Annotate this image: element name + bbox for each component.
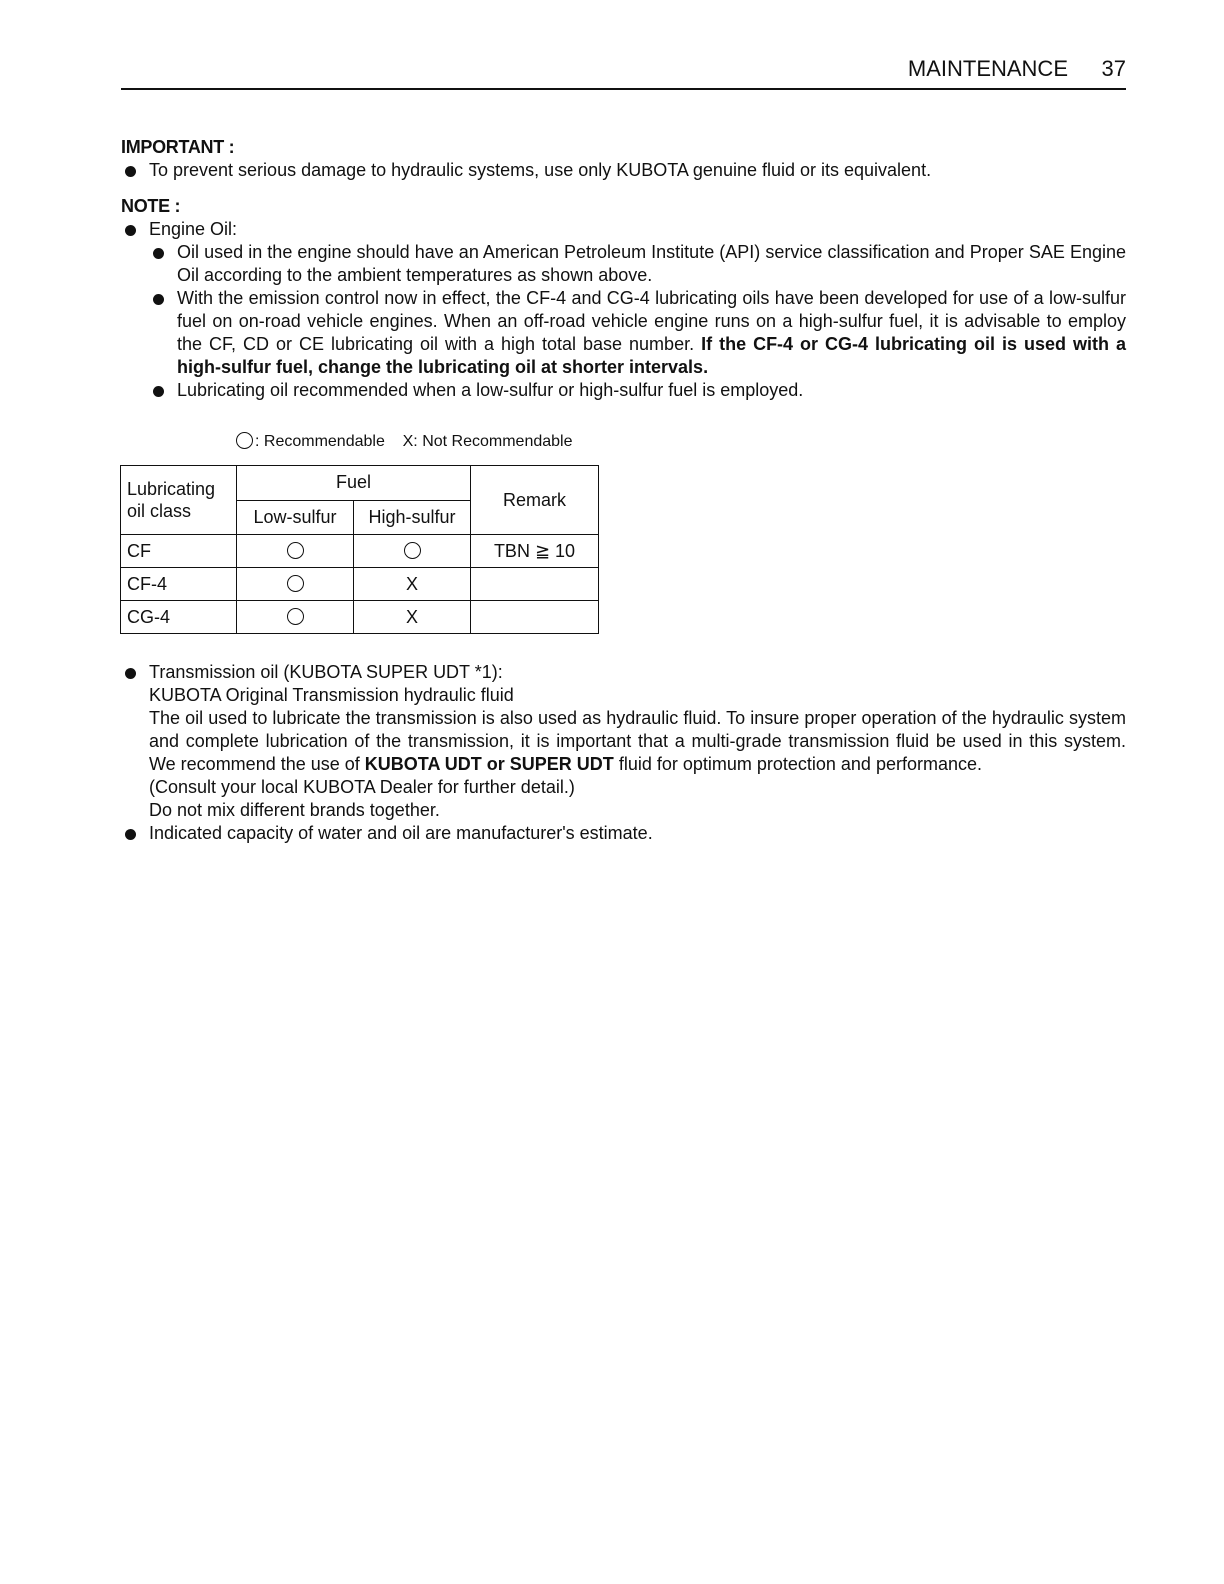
- important-block: [121, 136, 1126, 182]
- legend-not-recommended: X: Not Recommendable: [402, 433, 573, 450]
- bullet-icon: [125, 166, 136, 177]
- capacity-text: Indicated capacity of water and oil are manufacturer's estimate.: [149, 823, 653, 843]
- engine-oil-subitem: [121, 241, 1126, 287]
- cell-oil-class: CG-4: [121, 601, 237, 634]
- section-title: MAINTENANCE: [907, 56, 1068, 81]
- header-oil-class: Lubricating oil class: [121, 466, 237, 535]
- engine-oil-item: [121, 218, 1126, 241]
- cell-remark: [471, 601, 599, 634]
- transmission-item: [121, 661, 1126, 822]
- note-label: NOTE :: [121, 196, 181, 216]
- cell-low: [237, 568, 354, 601]
- page-header: [121, 54, 1126, 90]
- header-fuel: Fuel: [237, 466, 471, 501]
- engine-oil-subitem-text: Lubricating oil recommended when a low-sulfur or high-sulfur fuel is employed.: [177, 380, 804, 400]
- cell-high: X: [354, 568, 471, 601]
- table-legend: [236, 431, 572, 453]
- important-label: IMPORTANT :: [121, 137, 235, 157]
- capacity-item: [121, 822, 1126, 845]
- cell-oil-class: CF-4: [121, 568, 237, 601]
- engine-oil-title: Engine Oil:: [149, 219, 238, 239]
- bullet-icon: [125, 225, 136, 236]
- transmission-title: Transmission oil (KUBOTA SUPER UDT *1):: [149, 662, 503, 682]
- table-row: [121, 568, 599, 601]
- transmission-block: [121, 661, 1126, 845]
- note-block: [121, 195, 1126, 402]
- transmission-bold-text: KUBOTA UDT or SUPER UDT: [364, 754, 614, 774]
- cell-high: [354, 535, 471, 568]
- important-item: [121, 159, 1126, 182]
- circle-icon: [287, 608, 304, 625]
- circle-icon: [404, 542, 421, 559]
- transmission-body: The oil used to lubricate the transmission is also used as hydraulic fluid. To insure proper operation of the hydraulic system and complete lubrication of the transmission, it is important that a multi-grade transmission fluid be used in this system. We recommend the use of KUBOTA UDT or SUPER UDT fluid for optimum protection and performance.: [149, 708, 1126, 774]
- header-remark: Remark: [471, 466, 599, 535]
- table-row: [121, 535, 599, 568]
- cell-low: [237, 535, 354, 568]
- header-high-sulfur: High-sulfur: [354, 500, 471, 535]
- cell-remark: TBN ≧ 10: [471, 535, 599, 568]
- bullet-icon: [153, 386, 164, 397]
- cell-oil-class: CF: [121, 535, 237, 568]
- lubricating-oil-table: [120, 465, 599, 634]
- cell-remark: [471, 568, 599, 601]
- page-number: 37: [1101, 56, 1126, 81]
- legend-recommended: : Recommendable: [255, 433, 385, 450]
- bullet-icon: [153, 294, 164, 305]
- bullet-icon: [125, 829, 136, 840]
- engine-oil-subitem: [121, 379, 1126, 402]
- header-low-sulfur: Low-sulfur: [237, 500, 354, 535]
- cell-high: X: [354, 601, 471, 634]
- table-row: [121, 601, 599, 634]
- engine-oil-subitem: [121, 287, 1126, 379]
- cell-low: [237, 601, 354, 634]
- transmission-consult: (Consult your local KUBOTA Dealer for further detail.): [149, 777, 575, 797]
- circle-icon: [287, 575, 304, 592]
- important-text: To prevent serious damage to hydraulic systems, use only KUBOTA genuine fluid or its equivalent.: [149, 160, 932, 180]
- engine-oil-subitem-text: With the emission control now in effect, the CF-4 and CG-4 lubricating oils have been developed for use of a low-sulfur fuel on on-road vehicle engines. When an off-road vehicle engine runs on a high-sulfur fuel, it is advisable to employ the CF, CD or CE lubricating oil with a high total base number. If the CF-4 or CG-4 lubricating oil is used with a high-sulfur fuel, change the lubricating oil at shorter intervals.: [177, 288, 1126, 377]
- bullet-icon: [153, 248, 164, 259]
- circle-icon: [287, 542, 304, 559]
- circle-icon: [236, 432, 253, 449]
- transmission-subtitle: KUBOTA Original Transmission hydraulic fluid: [149, 685, 514, 705]
- transmission-no-mix: Do not mix different brands together.: [149, 800, 440, 820]
- warning-bold-text: If the CF-4 or CG-4 lubricating oil is used with a high-sulfur fuel, change the lubricating oil at shorter intervals.: [177, 334, 1126, 377]
- bullet-icon: [125, 668, 136, 679]
- engine-oil-subitem-text: Oil used in the engine should have an American Petroleum Institute (API) service classification and Proper SAE Engine Oil according to the ambient temperatures as shown above.: [177, 242, 1126, 285]
